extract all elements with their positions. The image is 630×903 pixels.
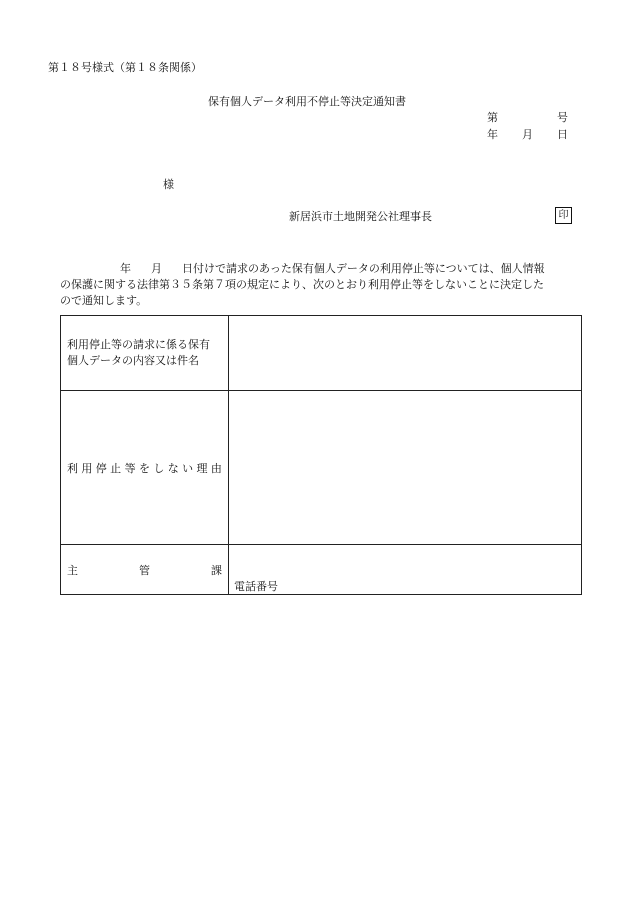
body-line-3: ので通知します。 [60, 294, 148, 307]
table-row [61, 545, 582, 595]
reason-label-char: な [167, 461, 179, 475]
department-label-char: 主 [67, 563, 78, 577]
reason-label-char: 由 [210, 461, 222, 475]
body-month-label: 月 [151, 262, 162, 275]
notice-body [60, 261, 582, 309]
label-cell-reason [61, 391, 229, 545]
label-cell-content [61, 316, 229, 391]
reason-value-cell[interactable] [229, 391, 582, 545]
content-label-line-2: 個人データの内容又は件名 [67, 354, 199, 367]
date-day-label: 日 [557, 128, 568, 141]
seal-mark: 印 [555, 207, 572, 224]
table-row [61, 391, 582, 545]
phone-number-label: 電話番号 [234, 580, 278, 593]
document-title: 保有個人データ利用不停止等決定通知書 [208, 95, 406, 108]
issuer-name: 新居浜市土地開発公社理事長 [289, 210, 432, 223]
reason-label-char: を [138, 461, 150, 475]
date-year-label: 年 [487, 128, 498, 141]
notice-table [60, 315, 582, 595]
reason-label [61, 460, 228, 476]
department-label-char: 管 [139, 563, 150, 577]
reason-label-char: し [153, 461, 165, 475]
department-value-cell[interactable] [229, 545, 582, 595]
reason-label-char: い [182, 461, 194, 475]
body-year-label: 年 [120, 262, 131, 275]
content-value-cell[interactable] [229, 316, 582, 391]
doc-number-prefix: 第 [487, 111, 498, 124]
body-line-1-text: 日付けで請求のあった保有個人データの利用停止等については、個人情報 [182, 262, 545, 275]
reason-label-char: 停 [95, 461, 107, 475]
department-label [61, 562, 228, 578]
body-line-2: の保護に関する法律第３５条第７項の規定により、次のとおり利用停止等をしないことに決定した [60, 278, 544, 291]
content-label-line-1: 利用停止等の請求に係る保有 [67, 338, 210, 351]
table-row [61, 316, 582, 391]
date-month-label: 月 [522, 128, 533, 141]
reason-label-char: 理 [196, 461, 208, 475]
body-line-1 [60, 261, 582, 277]
reason-label-char: 等 [124, 461, 136, 475]
reason-label-char: 止 [110, 461, 122, 475]
doc-number-suffix: 号 [557, 111, 568, 124]
reason-label-char: 用 [81, 461, 93, 475]
addressee-suffix: 様 [163, 178, 174, 191]
department-label-char: 課 [211, 563, 222, 577]
reason-label-char: 利 [67, 461, 78, 475]
label-cell-department [61, 545, 229, 595]
form-number: 第１８号様式（第１８条関係） [48, 61, 202, 74]
